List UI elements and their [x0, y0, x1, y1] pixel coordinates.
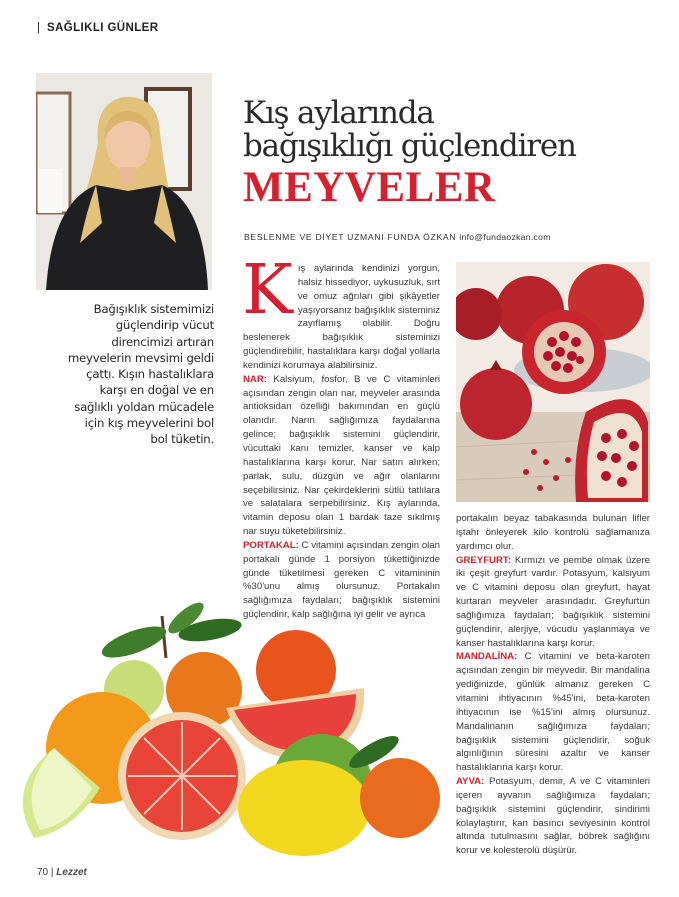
- nar-heading: NAR:: [243, 373, 267, 385]
- mandalina-paragraph: MANDALİNA: C vitamini ve beta-karoten açısından zengin bir meyvedir. Bir mandalina yediğinizde, günlük almanız gereken C vitamini ihtiyacının %45'ini, beta-karoten ihtiyacının ise %15'ini almış olursunuz. Mandalinanın sağlığımıza faydaları; bağışıklık sistemini güçlendirir, soğuk algınlığının süresini azaltır ve kanser hastalıklarına karşı korur.: [456, 651, 650, 774]
- magazine-name: Lezzet: [56, 867, 87, 878]
- intro-paragraph: ış aylarında kendinizi yorgun, halsiz hissediyor, uykusuzluk, sırt ve omuz ağrıları gibi şikâyetler yaşıyorsanız bağışıklık sisteminiz zayıflamış olabilir. Doğru beslenerek bağışıklık sisteminizi güçlendirebilir, hastalıklara karşı doğal yollarla kendinizi korumaya alabilirsiniz.: [243, 263, 440, 371]
- headline-line-2: bağışıklığı güçlendiren: [243, 128, 576, 164]
- lead-paragraph: Bağışıklık sistemimizi güçlendirip vücut direncimizi artıran meyvelerin mevsimi geldi çattı. Kışın hastalıklara karşı en doğal ve en sağlıklı yoldan mücadele için kış meyvelerini bol bol tüketin.: [67, 302, 214, 447]
- section-label: | SAĞLIKLI GÜNLER: [37, 22, 159, 34]
- portakal-paragraph: PORTAKAL: C vitamini açısından zengin olan portakalı günde 1 porsiyon tükettiğinizde günde tüketilmesi gereken C vitamininin %30'unu almış olursunuz. Portakalın sağlığımıza faydaları; bağışıklık sistemini güçlendirir, kalp sağlığına iyi gelir ve ayrıca: [243, 539, 440, 621]
- drop-cap: K: [242, 251, 293, 330]
- pomegranate-photo: [456, 262, 650, 502]
- mandalina-heading: MANDALİNA:: [456, 651, 518, 663]
- citrus-photo: [14, 598, 454, 866]
- footer-divider: |: [50, 867, 54, 878]
- headline-line-1: Kış aylarında: [243, 95, 434, 131]
- headline: [243, 97, 653, 210]
- article-column-2: [456, 512, 650, 858]
- portakal-heading: PORTAKAL:: [243, 539, 299, 551]
- ayva-heading: AYVA:: [456, 776, 485, 788]
- headline-highlight: MEYVELER: [243, 164, 496, 211]
- article-column-1: [242, 251, 440, 622]
- author-email: info@fundaozkan.com: [459, 232, 551, 242]
- greyfurt-heading: GREYFURT:: [456, 554, 511, 566]
- author-photo: [36, 73, 212, 290]
- ayva-paragraph: AYVA: Potasyum, demir, A ve C vitaminleri içeren ayvanın sağlığımıza faydaları; bağışıklık sistemini güçlendirir, sindirimi kolaylaştırır, kan basıncı seviyesinin kontrol altında tutulmasını sağlar, böbrek sağlığını korur ve kolesterolü düşürür.: [456, 776, 650, 857]
- nar-paragraph: NAR: Kalsiyum, fosfor, B ve C vitaminleri açısından zengin olan nar, meyveler arasında antioksidan özelliği bakımından en güçlü olanıdır. Narın sağlığımıza faydalarına gelince; bağışıklık sistemini güçlendirir, vücuttaki kanı temizler, kanser ve kalp hastalıklarına karşı korur. Nar satın alırken; parlak, sulu, düzgün ve ağır olanlarını seçebilirsiniz. Nar çekirdeklerini sütlü tatlılara ve salatalara serpebilirsiniz. Kış aylarında, vitamin deposu olan 1 bardak taze sıkılmış nar suyu tüketebilirsiniz.: [243, 373, 440, 538]
- greyfurt-paragraph: GREYFURT: Kırmızı ve pembe olmak üzere iki çeşit greyfurt vardır. Potasyum, kalsiyum ve C vitamini deposu olan greyfurt, hayat kurtaran meyveler arasındadır. Greyfurtun sağlığımıza faydaları; bağışıklık sistemini güçlendirir, alerjiye, vücudu yaşlanmaya ve kanser hastalıklarına karşı korur.: [456, 554, 650, 649]
- byline: [244, 232, 551, 242]
- author-name: BESLENME VE DİYET UZMANI FUNDA ÖZKAN: [244, 232, 457, 242]
- page-number: 70: [37, 867, 49, 878]
- portakal-continued: portakalın beyaz tabakasında bulunan lifler iştahı önleyerek kilo kontrolü sağlamanıza yardımcı olur.: [456, 513, 650, 552]
- page-footer: [37, 867, 87, 878]
